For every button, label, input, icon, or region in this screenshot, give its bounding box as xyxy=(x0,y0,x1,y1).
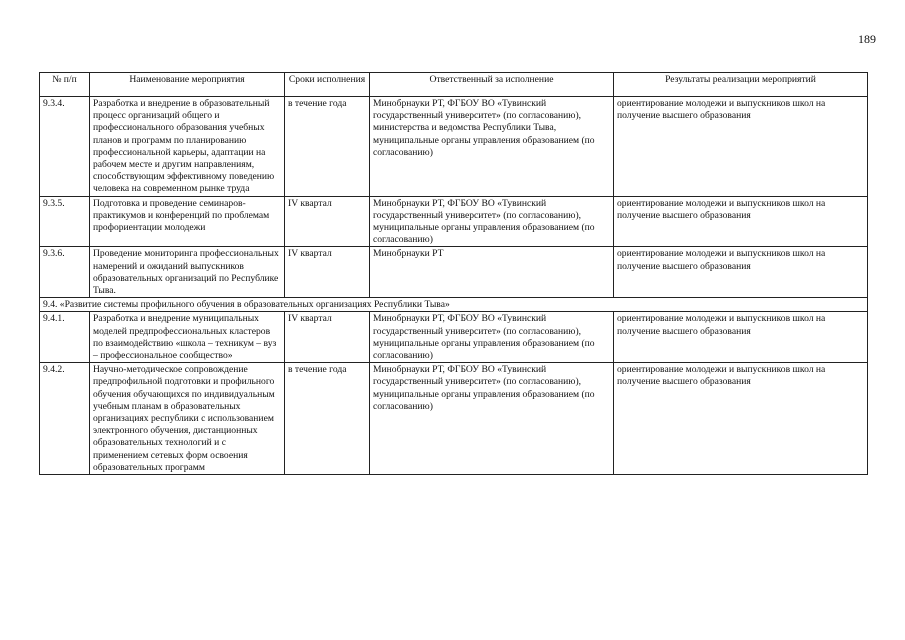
row-num: 9.3.6. xyxy=(40,247,90,298)
row-num: 9.3.4. xyxy=(40,97,90,197)
header-num: № п/п xyxy=(40,73,90,97)
section-title: 9.4. «Развитие системы профильного обучения в образовательных организациях Республики Тыва» xyxy=(40,298,868,312)
row-results: ориентирование молодежи и выпускников школ на получение высшего образования xyxy=(614,363,868,475)
row-responsible: Минобрнауки РТ, ФГБОУ ВО «Тувинский государственный университет» (по согласованию), министерства и ведомства Республики Тыва, муниципальные органы управления образованием (по согласованию) xyxy=(370,97,614,197)
table-row xyxy=(40,363,868,475)
row-name: Разработка и внедрение муниципальных моделей предпрофессиональных кластеров по взаимодействию «школа – техникум – вуз – профессиональное сообщество» xyxy=(90,312,285,363)
row-responsible: Минобрнауки РТ xyxy=(370,247,614,298)
row-results: ориентирование молодежи и выпускников школ на получение высшего образования xyxy=(614,97,868,197)
row-term: IV квартал xyxy=(285,312,370,363)
row-results: ориентирование молодежи и выпускников школ на получение высшего образования xyxy=(614,312,868,363)
row-results: ориентирование молодежи и выпускников школ на получение высшего образования xyxy=(614,247,868,298)
header-term: Сроки исполнения xyxy=(285,73,370,97)
row-term: IV квартал xyxy=(285,247,370,298)
page-number: 189 xyxy=(858,32,876,46)
row-name: Научно-методическое сопровождение предпрофильной подготовки и профильного обучения обучающихся по индивидуальным учебным планам в образовательных организациях республики с использованием электронного обучения, дистанционных образовательных технологий и с применением сетевых форм освоения образовательных программ xyxy=(90,363,285,475)
row-name: Проведение мониторинга профессиональных намерений и ожиданий выпускников образовательных организаций по Республике Тыва. xyxy=(90,247,285,298)
row-name: Разработка и внедрение в образовательный процесс организаций общего и профессионального образования учебных планов и программ по планированию профессиональной карьеры, адаптации на рабочем месте и другим направлениям, способствующим эффективному поведению человека на современном рынке труда xyxy=(90,97,285,197)
activities-table xyxy=(39,72,868,475)
table-row xyxy=(40,97,868,197)
row-num: 9.4.2. xyxy=(40,363,90,475)
row-name: Подготовка и проведение семинаров-практикумов и конференций по проблемам профориентации молодежи xyxy=(90,196,285,247)
row-term: в течение года xyxy=(285,363,370,475)
table-header-row xyxy=(40,73,868,97)
row-term: в течение года xyxy=(285,97,370,197)
header-results: Результаты реализации мероприятий xyxy=(614,73,868,97)
row-num: 9.3.5. xyxy=(40,196,90,247)
section-row xyxy=(40,298,868,312)
table-row xyxy=(40,247,868,298)
row-results: ориентирование молодежи и выпускников школ на получение высшего образования xyxy=(614,196,868,247)
row-responsible: Минобрнауки РТ, ФГБОУ ВО «Тувинский государственный университет» (по согласованию), муниципальные органы управления образованием (по согласованию) xyxy=(370,196,614,247)
table-row xyxy=(40,312,868,363)
row-term: IV квартал xyxy=(285,196,370,247)
row-responsible: Минобрнауки РТ, ФГБОУ ВО «Тувинский государственный университет» (по согласованию), муниципальные органы управления образованием (по согласованию) xyxy=(370,363,614,475)
row-responsible: Минобрнауки РТ, ФГБОУ ВО «Тувинский государственный университет» (по согласованию), муниципальные органы управления образованием (по согласованию) xyxy=(370,312,614,363)
header-name: Наименование мероприятия xyxy=(90,73,285,97)
header-responsible: Ответственный за исполнение xyxy=(370,73,614,97)
row-num: 9.4.1. xyxy=(40,312,90,363)
table-row xyxy=(40,196,868,247)
